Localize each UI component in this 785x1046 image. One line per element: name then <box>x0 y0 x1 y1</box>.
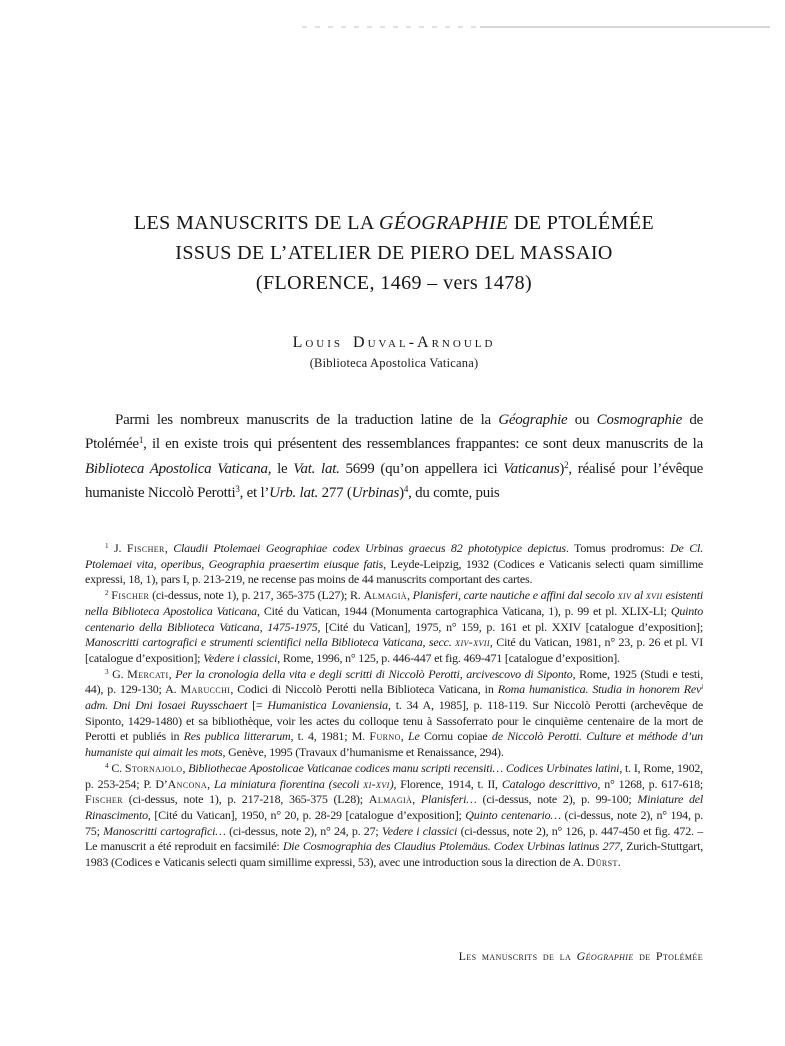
body-paragraph: Parmi les nombreux manuscrits de la traduction latine de la Géographie ou Cosmographie de Ptolémée$^1$, il en existe trois qui présentent des ressemblances frappantes: ce sont deux manuscrits de la Biblioteca Apostolica Vaticana, le Vat. lat. 5699 (qu’on appellera ici Vaticanus)$^2$, réalisé pour l’évêque humaniste Niccolò Perotti$^3$, et l’Urb. lat. 277 (Urbinas)$^4$, du comte, puis <box>85 412 703 501</box>
author-block <box>85 334 703 371</box>
footnote-3: $^3$ G. Mercati, Per la cronologia della vita e degli scritti di Niccolò Perotti, arcivescovo di Siponto, Rome, 1925 (Studi e testi, 44), p. 129-130; A. Marucchi, Codici di Niccolò Perotti nella Biblioteca Vaticana, in Roma humanistica. Studia in honorem Rev$^i$ adm. Dni Dni Iosaei Ruysschaert [= Humanistica Lovaniensia, t. 34 A, 1985], p. 118-119. Sur Niccolò Perotti (archevêque de Siponto, 1429-1480) et sa bibliothèque, voir les actes du colloque tenu à Sassoferrato pour le cinquième centenaire de la mort de Perotti et publiés in Res publica litterarum, t. 4, 1981; M. Furno, Le Cornu copiae de Niccolò Perotti. Culture et méthode d’un humaniste qui aimait les mots, Genève, 1995 (Travaux d’humanisme et Renaissance, 294). <box>85 666 704 760</box>
author-affiliation: (Biblioteca Apostolica Vaticana) <box>309 356 479 370</box>
scan-artifact-rule <box>480 26 770 28</box>
footnotes-section <box>85 541 703 871</box>
footnote-2: $^2$ Fischer (ci-dessus, note 1), p. 217, 365-375 (L27); R. Almagià, Planisferi, carte nautiche e affini dal secolo xiv al xvii esistenti nella Biblioteca Apostolica Vaticana, Cité du Vatican, 1944 (Monumenta cartographica Vaticana, 1), p. 99 et pl. XLIX-LI; Quinto centenario della Biblioteca Vaticana, 1475-1975, [Cité du Vatican], 1975, n° 159, p. 161 et pl. XXIV [catalogue d’exposition]; Manoscritti cartografici e strumenti scientifici nella Biblioteca Vaticana, secc. xiv-xvii, Cité du Vatican, 1981, n° 23, p. 26 et pl. VI [catalogue d’exposition]; Vedere i classici, Rome, 1996, n° 125, p. 446-447 et fig. 469-471 [catalogue d’exposition]. <box>85 588 703 665</box>
title-line-3: (FLORENCE, 1469 – vers 1478) <box>255 272 533 294</box>
author-name: Louis Duval-Arnould <box>292 334 496 351</box>
title-line-2: ISSUS DE L’ATELIER DE PIERO DEL MASSAIO <box>175 242 613 264</box>
article-title <box>85 208 703 298</box>
footnote-4: $^4$ C. Stornajolo, Bibliothecae Apostolicae Vaticanae codices manu scripti recensiti… Codices Urbinates latini, t. I, Rome, 1902, p. 253-254; P. D’Ancona, La miniatura fiorentina (secoli xi-xvi), Florence, 1914, t. II, Catalogo descrittivo, n° 1268, p. 617-618; Fischer (ci-dessus, note 1), p. 217-218, 365-375 (L28); Almagià, Planisferi… (ci-dessus, note 2), p. 99-100; Miniature del Rinascimento, [Cité du Vatican], 1950, n° 20, p. 28-29 [catalogue d’exposition]; Quinto centenario… (ci-dessus, note 2), n° 194, p. 75; Manoscritti cartografici… (ci-dessus, note 2), n° 24, p. 27; Vedere i classici (ci-dessus, note 2), n° 126, p. 447-450 et fig. 472. – Le manuscrit a été reproduit en facsimilé: Die Cosmographia des Claudius Ptolemäus. Codex Urbinas latinus 277, Zurich-Stuttgart, 1983 (Codices e Vaticanis selecti quam simillime expressi, 53), avec une introduction sous la direction de A. Dürst. <box>85 760 704 870</box>
scan-artifact <box>302 24 770 28</box>
footnote-1: $^1$ J. Fischer, Claudii Ptolemaei Geographiae codex Urbinas graecus 82 phototypice depictus. Tomus prodromus: De Cl. Ptolemaei vita, operibus, Geographia praesertim eiusque fatis, Leyde-Leipzig, 1932 (Codices e Vaticanis selecti quam simillime expressi, 18, 1), pars I, p. 213-219, ne recense pas moins de 44 manuscrits comportant des cartes. <box>85 541 703 587</box>
scan-artifact-dashes <box>302 26 480 28</box>
title-line-1: LES MANUSCRITS DE LA GÉOGRAPHIE DE PTOLÉMÉE <box>133 212 655 234</box>
running-footer: Les manuscrits de la Géographie de Ptolémée <box>458 949 703 963</box>
